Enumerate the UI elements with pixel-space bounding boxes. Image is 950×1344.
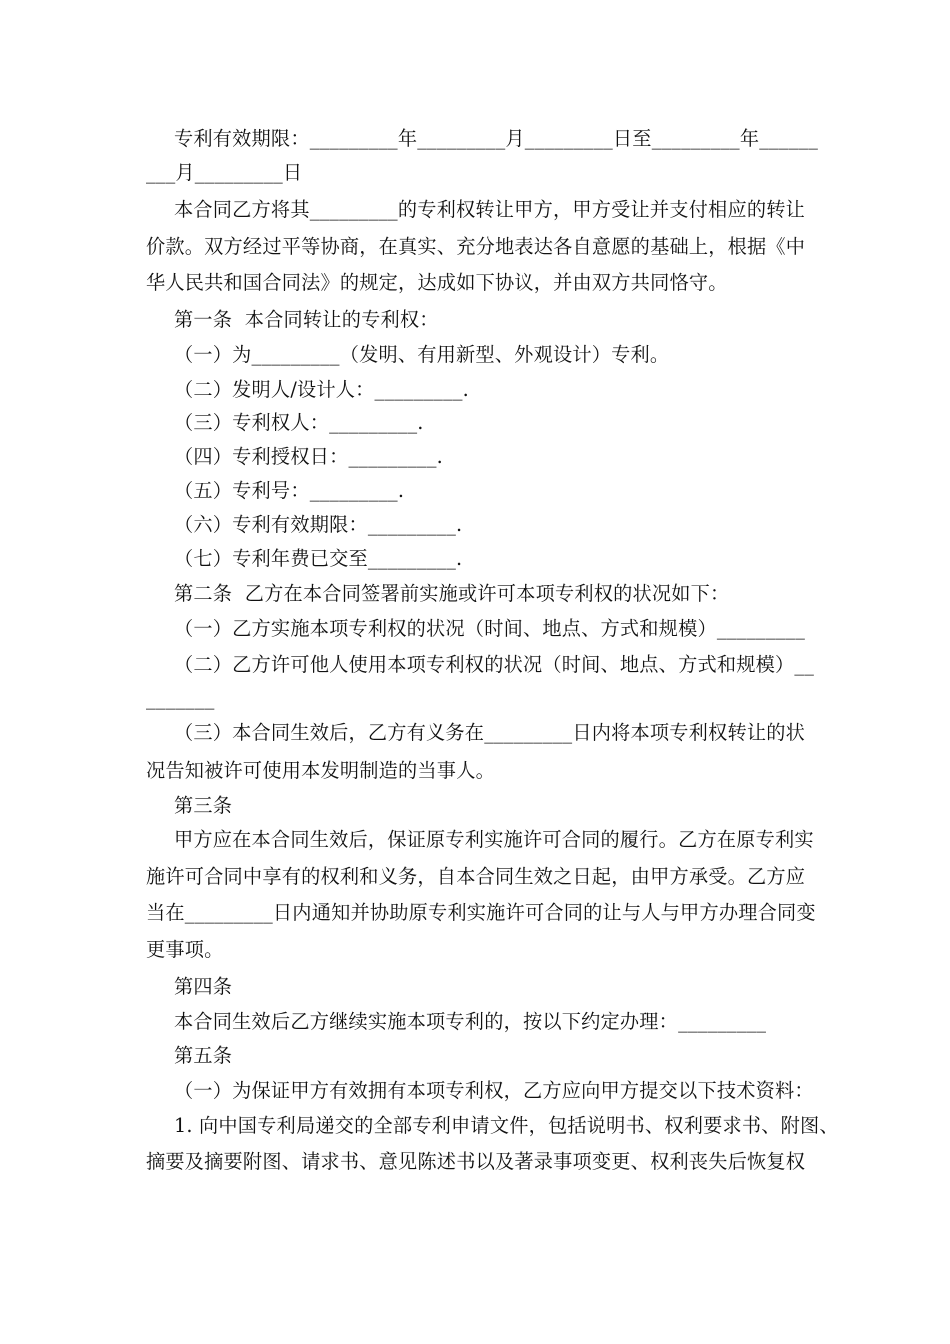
text-line: （一）为保证甲方有效拥有本项专利权，乙方应向甲方提交以下技术资料： (174, 1079, 814, 1102)
text-line: （一）乙方实施本项专利权的状况（时间、地点、方式和规模）_________ (174, 617, 805, 640)
text-line: （七）专利年费已交至_________. (174, 547, 463, 570)
article-heading: 第五条 (174, 1044, 233, 1067)
text-line: 况告知被许可使用本发明制造的当事人。 (146, 759, 495, 782)
text-line: （五）专利号：_________. (174, 479, 405, 502)
text-line: 华人民共和国合同法》的规定，达成如下协议，并由双方共同恪守。 (146, 271, 728, 294)
text-line: 1. 向中国专利局递交的全部专利申请文件，包括说明书、权利要求书、附图、 (174, 1114, 839, 1137)
text-line: 专利有效期限：_________年_________月_________日至_________年______ (174, 127, 818, 150)
text-line: 摘要及摘要附图、请求书、意见陈述书以及著录事项变更、权利丧失后恢复权 (146, 1150, 806, 1173)
text-line: （二）发明人/设计人：_________. (174, 378, 469, 401)
article-heading: 第一条 本合同转让的专利权： (174, 308, 439, 331)
text-line: 本合同生效后乙方继续实施本项专利的，按以下约定办理：_________ (174, 1010, 767, 1033)
article-heading: 第三条 (174, 794, 233, 817)
text-line: （四）专利授权日：_________. (174, 445, 443, 468)
text-line: （三）专利权人：_________. (174, 411, 424, 434)
text-line: 本合同乙方将其_________的专利权转让甲方，甲方受让并支付相应的转让 (174, 198, 805, 221)
text-line: 施许可合同中享有的权利和义务，自本合同生效之日起，由甲方承受。乙方应 (146, 865, 806, 888)
text-line: 当在_________日内通知并协助原专利实施许可合同的让与人与甲方办理合同变 (146, 901, 816, 924)
text-line: _______ (146, 687, 215, 710)
text-line: 更事项。 (146, 938, 224, 961)
article-heading: 第二条 乙方在本合同签署前实施或许可本项专利权的状况如下： (174, 582, 730, 605)
text-line: （一）为_________（发明、有用新型、外观设计）专利。 (174, 343, 670, 366)
text-line: （六）专利有效期限：_________. (174, 513, 463, 536)
text-line: 甲方应在本合同生效后，保证原专利实施许可合同的履行。乙方在原专利实 (174, 828, 814, 851)
text-line: ___月_________日 (146, 161, 303, 184)
text-line: 价款。双方经过平等协商，在真实、充分地表达各自意愿的基础上，根据《中 (146, 235, 806, 258)
text-line: （二）乙方许可他人使用本项专利权的状况（时间、地点、方式和规模）__ (174, 653, 814, 676)
text-line: （三）本合同生效后，乙方有义务在_________日内将本项专利权转让的状 (174, 721, 805, 744)
article-heading: 第四条 (174, 975, 233, 998)
